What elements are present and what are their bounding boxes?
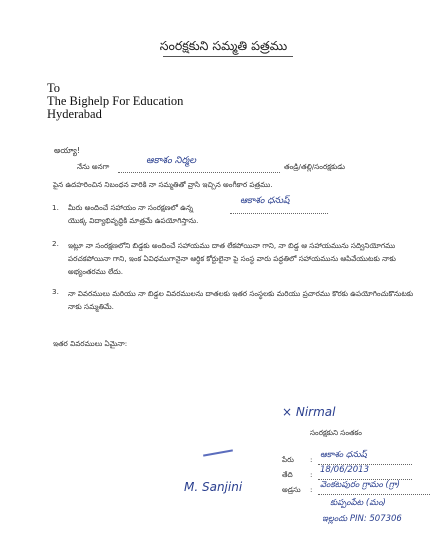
address-city: Hyderabad (47, 107, 102, 121)
date-field-label: తేది (282, 470, 293, 479)
child-name-handwritten: ఆకాశం ధనుష్ (240, 196, 290, 206)
name-field-label: పేరు (282, 455, 294, 464)
salutation: అయ్యా! (54, 146, 81, 155)
point-2-text: ఇట్లూ నా సంరక్షణలోని బిడ్డకు అందించే సహాయము దాత లేకపోయినా గాని, నా బిడ్డ ఆ సహాయమును సద్వినియోగము పరచకపోయినా గాని, ఇంక ఏవిధముగానైనా ఆర్థిక కోర్టులైనా పై సంస్థ వారు పద్ధతిలో సహాయమును ఆపివేయుటకు నాకు అభ్యంతరము లేదు. (68, 241, 396, 276)
point-1-pre: మీరు అందించే సహాయం నా సంరక్షణలో ఉన్న (68, 203, 194, 212)
guardian-name-handwritten: ఆకాశం నిర్మల (146, 155, 196, 166)
other-details-label: ఇతర వివరములు ఏమైనా: (53, 339, 128, 348)
page-title: సంరక్షకుని సమ్మతి పత్రము (159, 38, 288, 53)
consent-letter-page: సంరక్షకుని సమ్మతి పత్రము To The Bighelp For Education Hyderabad అయ్యా! నేను అనగా ఆకాశం నిర్మల తండ్రి/తల్లి/సంరక్షకుడు పైన ఉదహరించిన నిబంధన వారికి నా సమ్మతితో వ్రాసి ఇచ్చిన అంగీకార పత్రము. 1. మీరు అందించే సహాయం నా సంరక్షణలో ఉన్న ఆకాశం ధనుష్ యొక్క విద్యాభివృద్ధికి మాత్రమే ఉపయోగిస్తాను. 2. ఇట్లూ నా సంరక్షణలోని బిడ్డకు అందించే సహాయము దాత లేకపోయినా గాని, నా బిడ్డ ఆ సహాయమును సద్వినియోగము పరచకపోయినా గాని, ఇంక ఏవిధముగానైనా ఆర్థిక కోర్టులైనా పై సంస్థ వారు పద్ధతిలో సహాయమును ఆపివేయుటకు నాకు అభ్యంతరము లేదు. 3. నా వివరములు మరియు నా బిడ్డల వివరములను దాతలకు ఇతర సంస్థలకు మరియు ప్రచారము కొరకు ఉపయోగించుకొనుటకు నాకు సమ్మతిమే. ఇతర వివరములు ఏమైనా: × Nirmal సంరక్షకుని సంతకం పేరు : ఆకాశం ధనుష్ తేది : 18/06/2013 అడ్రసు : వెంకటపురం గ్రామం (గ్రా) కుప్పంపేట (మం) ఇల్లందు PIN: 507306 M. Sanjini (0, 0, 447, 538)
name-field-value: ఆకాశం ధనుష్ (320, 450, 367, 460)
address-line-3: ఇల్లందు PIN: 507306 (322, 514, 402, 524)
point-3-number: 3. (52, 287, 59, 296)
intro-line-2: పైన ఉదహరించిన నిబంధన వారికి నా సమ్మతితో వ్రాసి ఇచ్చిన అంగీకార పత్రము. (53, 180, 273, 189)
address-field-value: వెంకటపురం గ్రామం (గ్రా) (320, 480, 400, 490)
signature-label: సంరక్షకుని సంతకం (310, 428, 362, 437)
point-1-number: 1. (52, 203, 59, 212)
name-blank (118, 162, 280, 173)
guardian-signature: × Nirmal (282, 405, 336, 419)
date-field-value: 18/06/2013 (320, 465, 369, 475)
point-3-text: నా వివరములు మరియు నా బిడ్డల వివరములను దాతలకు ఇతర సంస్థలకు మరియు ప్రచారము కొరకు ఉపయోగించుకొనుటకు నాకు సమ్మతిమే. (68, 289, 414, 311)
address-field-label: అడ్రసు (282, 485, 301, 494)
witness-signature: M. Sanjini (184, 480, 243, 494)
intro-prefix: నేను అనగా (77, 162, 110, 171)
ink-stroke (203, 449, 233, 456)
address-to: To (47, 81, 61, 95)
address-organization: The Bighelp For Education (47, 94, 184, 108)
point-1-post: యొక్క విద్యాభివృద్ధికి మాత్రమే ఉపయోగిస్తాను. (68, 216, 199, 225)
point-2-number: 2. (52, 239, 59, 248)
title-underline (163, 56, 293, 57)
guardian-role: తండ్రి/తల్లి/సంరక్షకుడు (284, 162, 346, 171)
address-line-2: కుప్పంపేట (మం) (330, 498, 386, 508)
